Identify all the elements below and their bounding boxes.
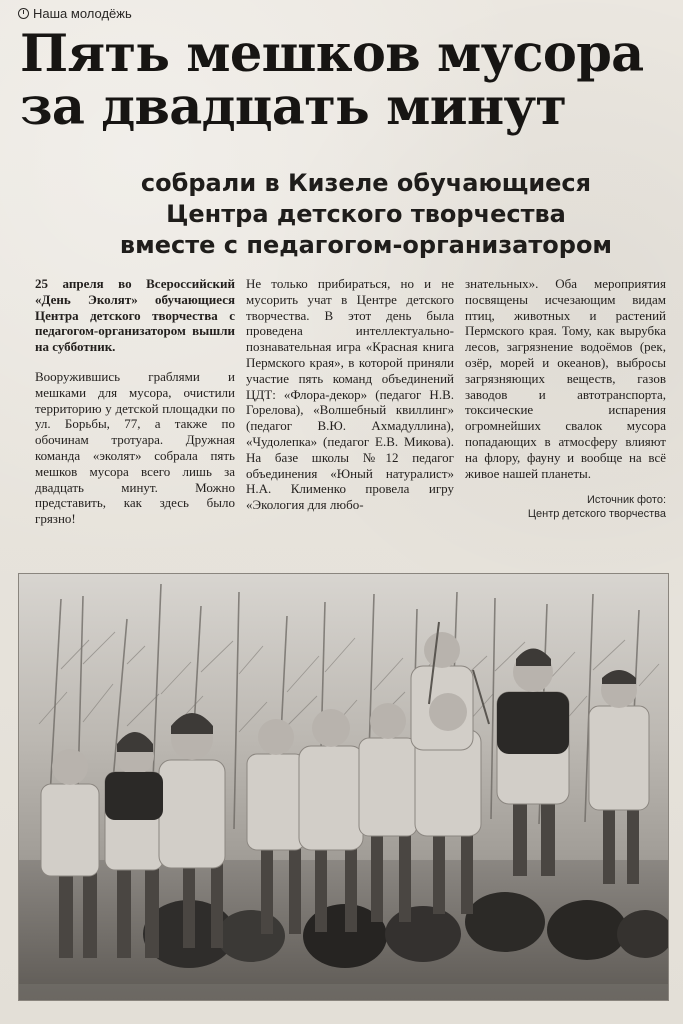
article-body [35,276,666,554]
photo-credit [465,493,666,521]
headline-line-1: Пять мешков мусора [20,24,644,84]
headline [20,24,670,137]
article-paragraph-3: знательных». Оба мероприятия посвящены исчезающим видам птиц, животных и растений Пермского края. Тому, как вырубка лесов, загрязнение водоёмов (рек, озёр, морей и океанов), выбросы загрязняющих веществ, газов заводов и автотранспорта, токсические испарения огромнейших свалок мусора попадающих в атмосферу влияют на флору, фауну и вообще на всё живое нашей планеты. [465,276,666,481]
photo-credit-line-2: Центр детского творчества [527,508,666,521]
article-column-2 [246,276,454,554]
subheadline-line-2: Центра детского творчества [166,200,566,228]
section-label [18,6,132,21]
photo-credit-line-1: Источник фото: [586,494,666,507]
subheadline-line-3: вместе с педагогом-организатором [119,231,613,259]
clock-icon [18,8,29,19]
article-column-3 [465,276,666,554]
article-photo [18,573,669,1001]
article-lead: 25 апреля во Всероссийский «День Эколят» обучающиеся Центра детского творчества с педагогом-организатором вышли на субботник. [35,276,235,355]
article-paragraph-1: Вооружившись граблями и мешками для мусора, очистили территорию у детской площадки по ул. Борьбы, 77, а также по обочинам тротуара. Дружная команда «эколят» собрала пять мешков мусора всего лишь за двадцать минут. Можно представить, как здесь было грязно! [35,368,235,527]
article-paragraph-2: Не только прибираться, но и не мусорить учат в Центре детского творчества. В этот день была проведена интеллектуально-познавательная игра «Красная книга Пермского края», в которой приняли участие пять команд объединений ЦДТ: «Флора-декор» (педагог Н.В. Горелова), «Волшебный квиллинг» (педагог В.Ю. Ахмадуллина), «Чудолепка» (педагог Е.В. Микова). На базе школы №12 педагог объединения «Юный натуралист» Н.А. Клименко провела игру «Экология для любо- [246,276,454,513]
subheadline [106,168,626,261]
article-column-1 [35,276,235,554]
group-photo-illustration [19,574,668,1000]
subheadline-line-1: собрали в Кизеле обучающиеся [140,169,592,197]
section-label-text: Наша молодёжь [33,6,132,21]
headline-line-2: за двадцать минут [20,77,567,137]
